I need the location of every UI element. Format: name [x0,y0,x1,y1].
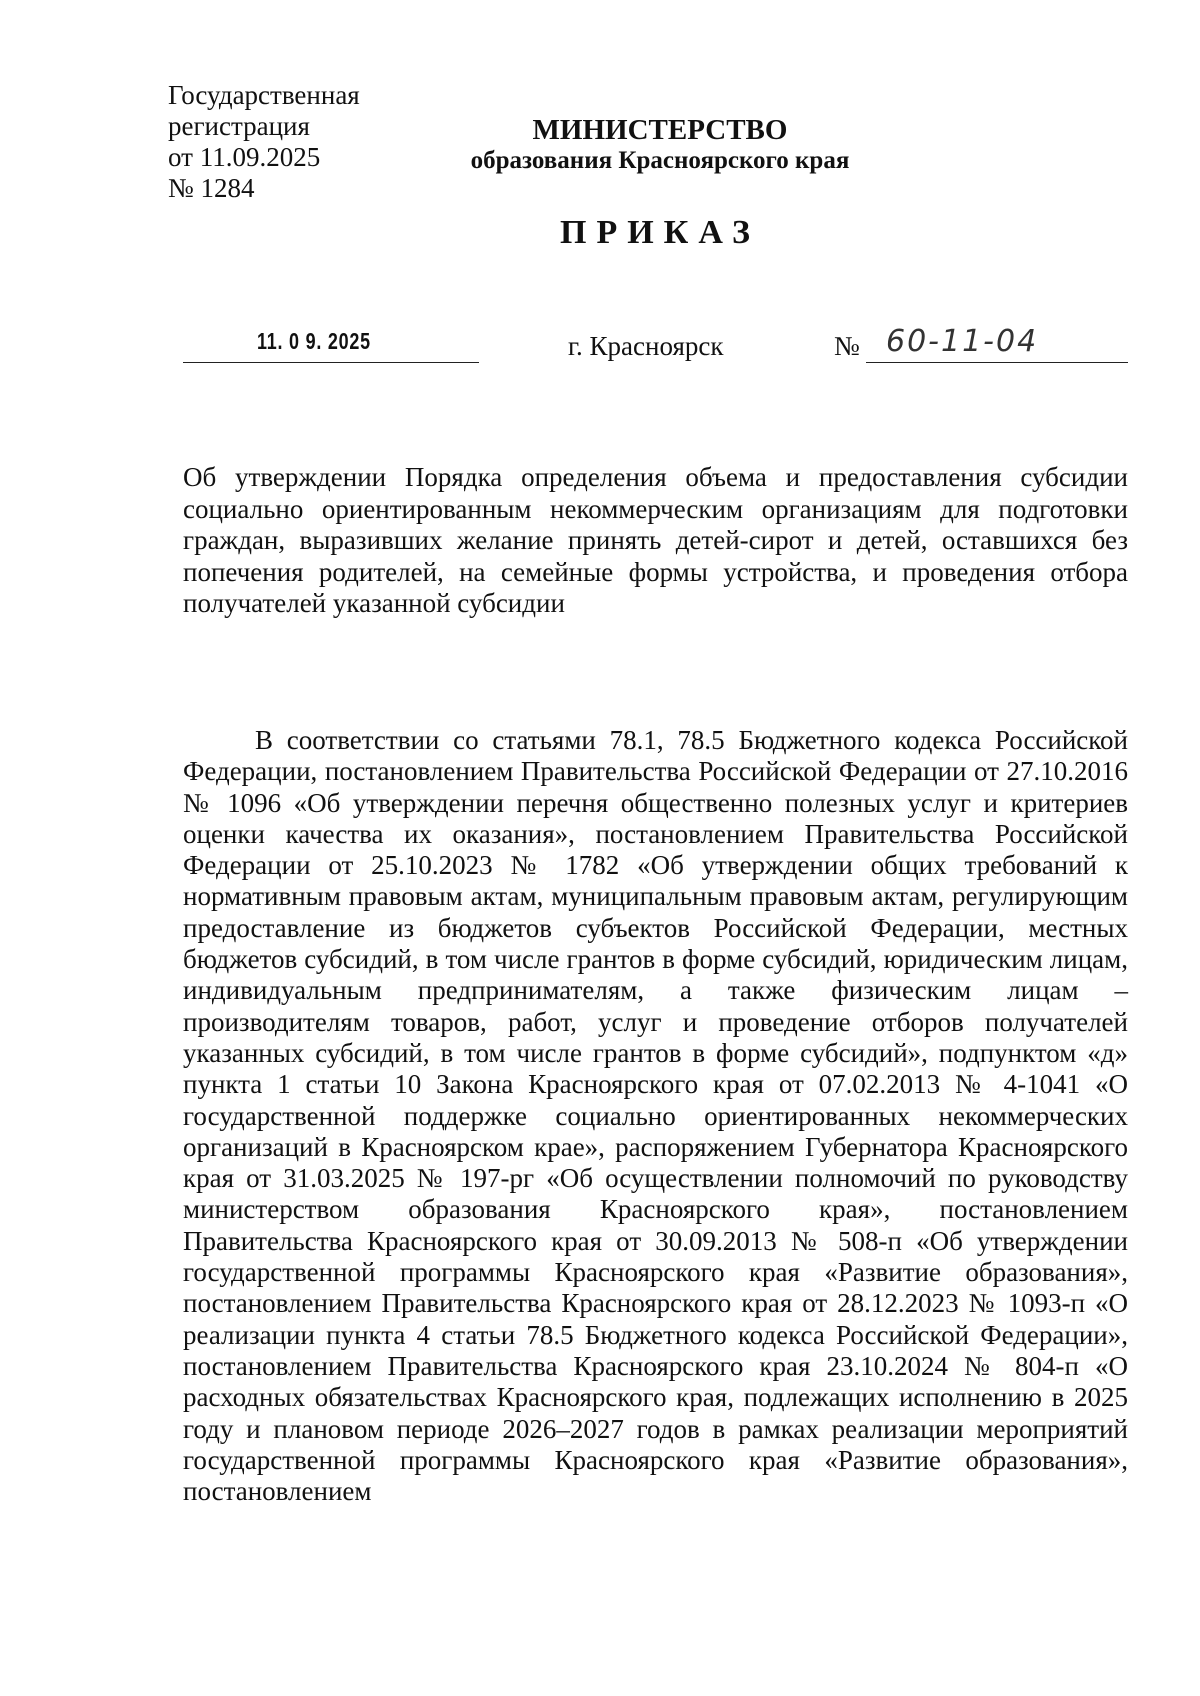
date-stamp: 11. 0 9. 2025 [257,328,371,354]
registration-line-2: регистрация [168,111,310,141]
body-paragraph: В соответствии со статьями 78.1, 78.5 Бюджетного кодекса Российской Федерации, постановлением Правительства Российской Федерации от 27.10.2016 № 1096 «Об утверждении перечня общественно полезных услуг и критериев оценки качества их оказания», постановлением Правительства Российской Федерации от 25.10.2023 № 1782 «Об утверждении общих требований к нормативным правовым актам, муниципальным правовым актам, регулирующим предоставление из бюджетов субъектов Российской Федерации, местных бюджетов субсидий, в том числе грантов в форме субсидий, юридическим лицам, индивидуальным предпринимателям, а также физическим лицам – производителям товаров, работ, услуг и проведение отборов получателей указанных субсидий, в том числе грантов в форме субсидий», подпунктом «д» пункта 1 статьи 10 Закона Красноярского края от 07.02.2013 № 4-1041 «О государственной поддержке социально ориентированных некоммерческих организаций в Красноярском крае», распоряжением Губернатора Красноярского края от 31.03.2025 № 197-рг «Об осуществлении полномочий по руководству министерством образования Красноярского края», постановлением Правительства Красноярского края от 30.09.2013 № 508-п «Об утверждении государственной программы Красноярского края «Развитие образования», постановлением Правительства Красноярского края от 28.12.2023 № 1093-п «О реализации пункта 4 статьи 78.5 Бюджетного кодекса Российской Федерации», постановлением Правительства Красноярского края 23.10.2024 № 804-п «О расходных обязательствах Красноярского края, подлежащих исполнению в 2025 году и плановом периоде 2026–2027 годов в рамках реализации мероприятий государственной программы Красноярского края «Развитие образования», постановлением [183,725,1128,1507]
registration-line-3: от 11.09.2025 [168,142,321,172]
registration-block [168,80,360,204]
registration-line-4: № 1284 [168,173,255,203]
handwritten-number: 60-11-04 [886,324,1039,359]
number-field [866,324,1128,363]
registration-line-1: Государственная [168,80,360,110]
ministry-title: МИНИСТЕРСТВО [532,114,788,146]
order-subject: Об утверждении Порядка определения объема и предоставления субсидии социально ориентированным некоммерческим организациям для подготовки граждан, выразивших желание принять детей-сирот и детей, оставшихся без попечения родителей, на семейные формы устройства, и проведения отбора получателей указанной субсидии [183,462,1128,618]
city-name: г. Красноярск [568,331,724,361]
ministry-subtitle: образования Красноярского края [470,147,850,174]
number-label: № [834,331,860,361]
date-field [183,328,479,363]
document-type-title: ПРИКАЗ [560,214,760,251]
